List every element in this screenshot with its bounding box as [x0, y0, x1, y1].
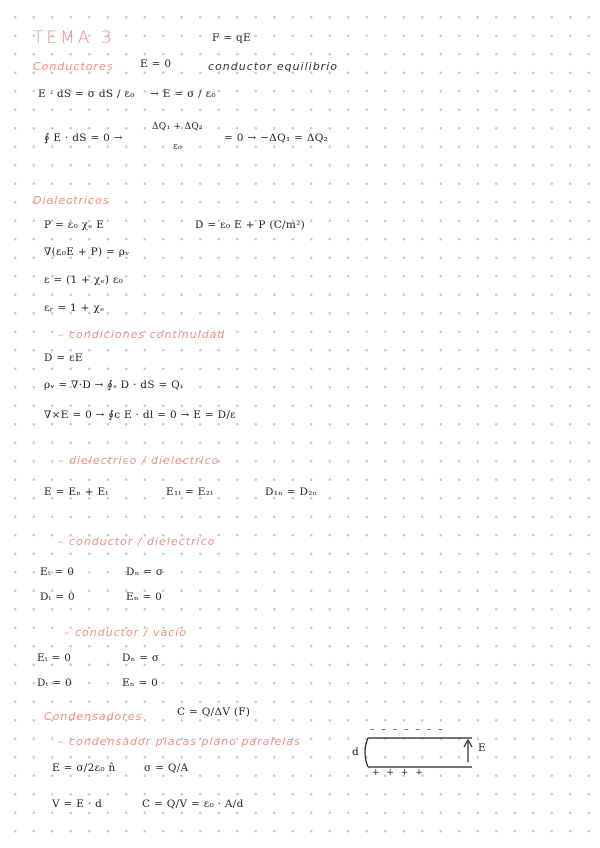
flux-lhs: ∮ E · dS = 0 → — [44, 132, 123, 144]
subheading-conductor-vacuum: – conductor / vacío — [64, 626, 188, 639]
divergence-formula: ∇(ε₀E + P) = ρᵥ — [44, 246, 130, 258]
charge-density-formula: ρᵥ = ∇·D → ∮ₛ D · dS = Qᵢ — [44, 379, 183, 391]
normal-condition: D₁ₙ = D₂ₙ — [265, 486, 318, 498]
section-heading-dielectricos: Dielectricos — [33, 194, 110, 207]
flux-rhs: = 0 → −ΔQ₁ = ΔQ₂ — [224, 132, 329, 144]
plate-capacitance-formula: C = Q/V = ε₀ · A/d — [142, 798, 244, 810]
curl-formula: ∇×E = 0 → ∮c E · dl = 0 → E = D/ε — [44, 409, 236, 421]
surface-charge-formula: σ = Q/A — [144, 762, 189, 774]
permittivity-formula: ε = (1 + χₑ) ε₀ — [44, 274, 124, 286]
subheading-parallel-plates: – condensador placas plano paralelas — [58, 735, 301, 748]
flux-fraction-denominator: ε₀ — [173, 142, 182, 152]
flux-fraction-numerator: ΔQ₁ + ΔQ₂ — [152, 122, 203, 132]
displacement-formula: D = ε₀ E + P (C/m²) — [195, 219, 306, 231]
subheading-conductor-dielectric: – conductor / dielectrico — [58, 535, 216, 548]
conductor-note: conductor equilibrio — [208, 60, 338, 73]
cv-en: Eₙ = 0 — [122, 677, 159, 689]
voltage-formula: V = E · d — [52, 798, 103, 810]
d-relation-formula: D = εE — [44, 352, 83, 364]
diagram-distance-label: d — [352, 746, 360, 758]
tangential-condition: E₁ₜ = E₂ₜ — [166, 486, 214, 498]
section-heading-conductores: Conductores — [33, 60, 114, 73]
cd-dt: Dₜ = 0 — [40, 591, 75, 603]
force-formula: F = qE — [212, 32, 251, 44]
cv-dt: Dₜ = 0 — [37, 677, 72, 689]
relative-permittivity-formula: εᵣ = 1 + χₑ — [44, 302, 105, 314]
polarization-formula: P = ε₀ χₑ E — [44, 219, 105, 231]
gauss-local-rhs: → E = σ / ε₀ — [150, 88, 216, 100]
conductor-field-condition: E = 0 — [140, 58, 172, 70]
field-decomposition: E = Eₙ + Eₜ — [44, 486, 109, 498]
subheading-continuidad: – condiciones continuidad — [58, 328, 226, 341]
cd-dn: Dₙ = σ — [126, 566, 164, 578]
top-plate-charges: – – – – – – – — [370, 725, 445, 735]
distance-bracket — [365, 738, 368, 767]
bottom-plate-charges: + + + + — [372, 768, 425, 778]
cv-dn: Dₙ = σ — [122, 652, 160, 664]
plate-field-formula: E = σ/2ε₀ n̂ — [52, 762, 116, 774]
diagram-field-label: E — [478, 742, 486, 754]
gauss-local-lhs: E · dS = σ dS / ε₀ — [38, 88, 135, 100]
cd-en: Eₙ = 0 — [126, 591, 163, 603]
section-heading-condensadores: Condensadores — [44, 710, 143, 723]
cd-et: Eₜ = 0 — [40, 566, 75, 578]
capacitance-formula: C = Q/ΔV (F) — [177, 706, 251, 718]
page-title: TEMA 3 — [33, 28, 115, 48]
cv-et: Eₜ = 0 — [37, 652, 72, 664]
subheading-dielectric-dielectric: – dielectrico / dielectrico — [58, 454, 220, 467]
